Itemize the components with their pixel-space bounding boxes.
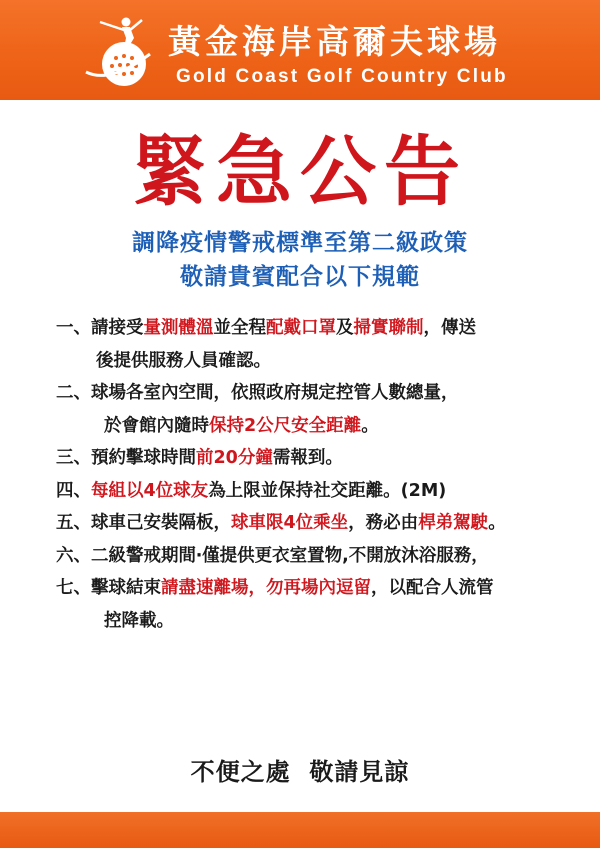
rule-highlight: 桿弟駕駛 xyxy=(418,513,489,533)
notice-subtitle-line1: 調降疫情警戒標準至第二級政策 xyxy=(132,230,468,256)
rule-item-2 xyxy=(56,377,586,442)
rule-continuation: 控降載。 xyxy=(104,610,174,631)
rule-highlight: 配戴口罩 xyxy=(266,318,336,338)
rule-item-4 xyxy=(56,475,586,508)
rule-text: 於會館內隨時 xyxy=(104,415,209,436)
closing-message: 不便之處 敬請見諒 xyxy=(190,758,410,786)
club-name-chinese: 黃金海岸高爾夫球場 xyxy=(168,22,501,61)
header-banner xyxy=(0,0,600,100)
rule-item-6 xyxy=(56,540,586,573)
rule-text: ，務必由 xyxy=(348,513,419,533)
notice-subtitle-line2: 敬請貴賓配合以下規範 xyxy=(180,264,420,290)
rule-text: 球場各室內空間，依照政府規定控管人數總量， xyxy=(91,383,459,403)
rule-item-7 xyxy=(56,572,586,637)
rule-number: 二、 xyxy=(56,383,91,403)
rule-number: 五、 xyxy=(56,513,91,533)
notice-title: 緊急公告 xyxy=(132,127,468,216)
rule-text: 二級警戒期間‧僅提供更衣室置物,不開放沐浴服務， xyxy=(91,545,489,566)
rule-highlight: 掃實聯制 xyxy=(353,318,424,338)
golfer-ball-logo-icon xyxy=(80,14,160,88)
footer-banner xyxy=(0,812,600,848)
rule-text: 為上限並保持社交距離。(2M) xyxy=(208,480,447,501)
rule-number: 六、 xyxy=(56,545,91,566)
club-name-english: Gold Coast Golf Country Club xyxy=(176,66,508,87)
rule-text: 擊球結束 xyxy=(91,578,161,598)
rule-continuation xyxy=(56,410,586,443)
rule-text: 。 xyxy=(488,513,506,533)
rule-text: 。 xyxy=(361,415,379,436)
rule-text: 及 xyxy=(336,318,354,338)
rule-text: ，傳送 xyxy=(423,318,476,338)
rule-text: 球車己安裝隔板， xyxy=(91,513,231,533)
rule-text: 預約擊球時間 xyxy=(91,448,196,468)
rule-text: 並全程 xyxy=(213,318,266,338)
rule-highlight: 每組以4位球友 xyxy=(91,480,209,501)
rule-number: 三、 xyxy=(56,448,91,468)
rule-highlight: 前20分鐘 xyxy=(196,448,273,468)
rule-item-3 xyxy=(56,442,586,475)
rule-number: 四、 xyxy=(56,480,91,501)
rule-highlight: 保持2公尺安全距離 xyxy=(209,415,362,436)
rule-text: ，以配合人流管 xyxy=(371,578,494,598)
rule-item-1 xyxy=(56,312,586,377)
rule-highlight: 球車限4位乘坐 xyxy=(231,513,349,533)
rule-item-5 xyxy=(56,507,586,540)
rule-highlight: 請盡速離場，勿再場內逗留 xyxy=(161,578,371,598)
rules-list xyxy=(56,312,586,637)
rule-number: 七、 xyxy=(56,578,91,598)
rule-continuation: 後提供服務人員確認。 xyxy=(96,350,271,371)
rule-highlight: 量測體溫 xyxy=(143,318,214,338)
rule-text: 需報到。 xyxy=(272,448,343,468)
rule-text: 請接受 xyxy=(91,318,144,338)
rule-number: 一、 xyxy=(56,318,91,338)
